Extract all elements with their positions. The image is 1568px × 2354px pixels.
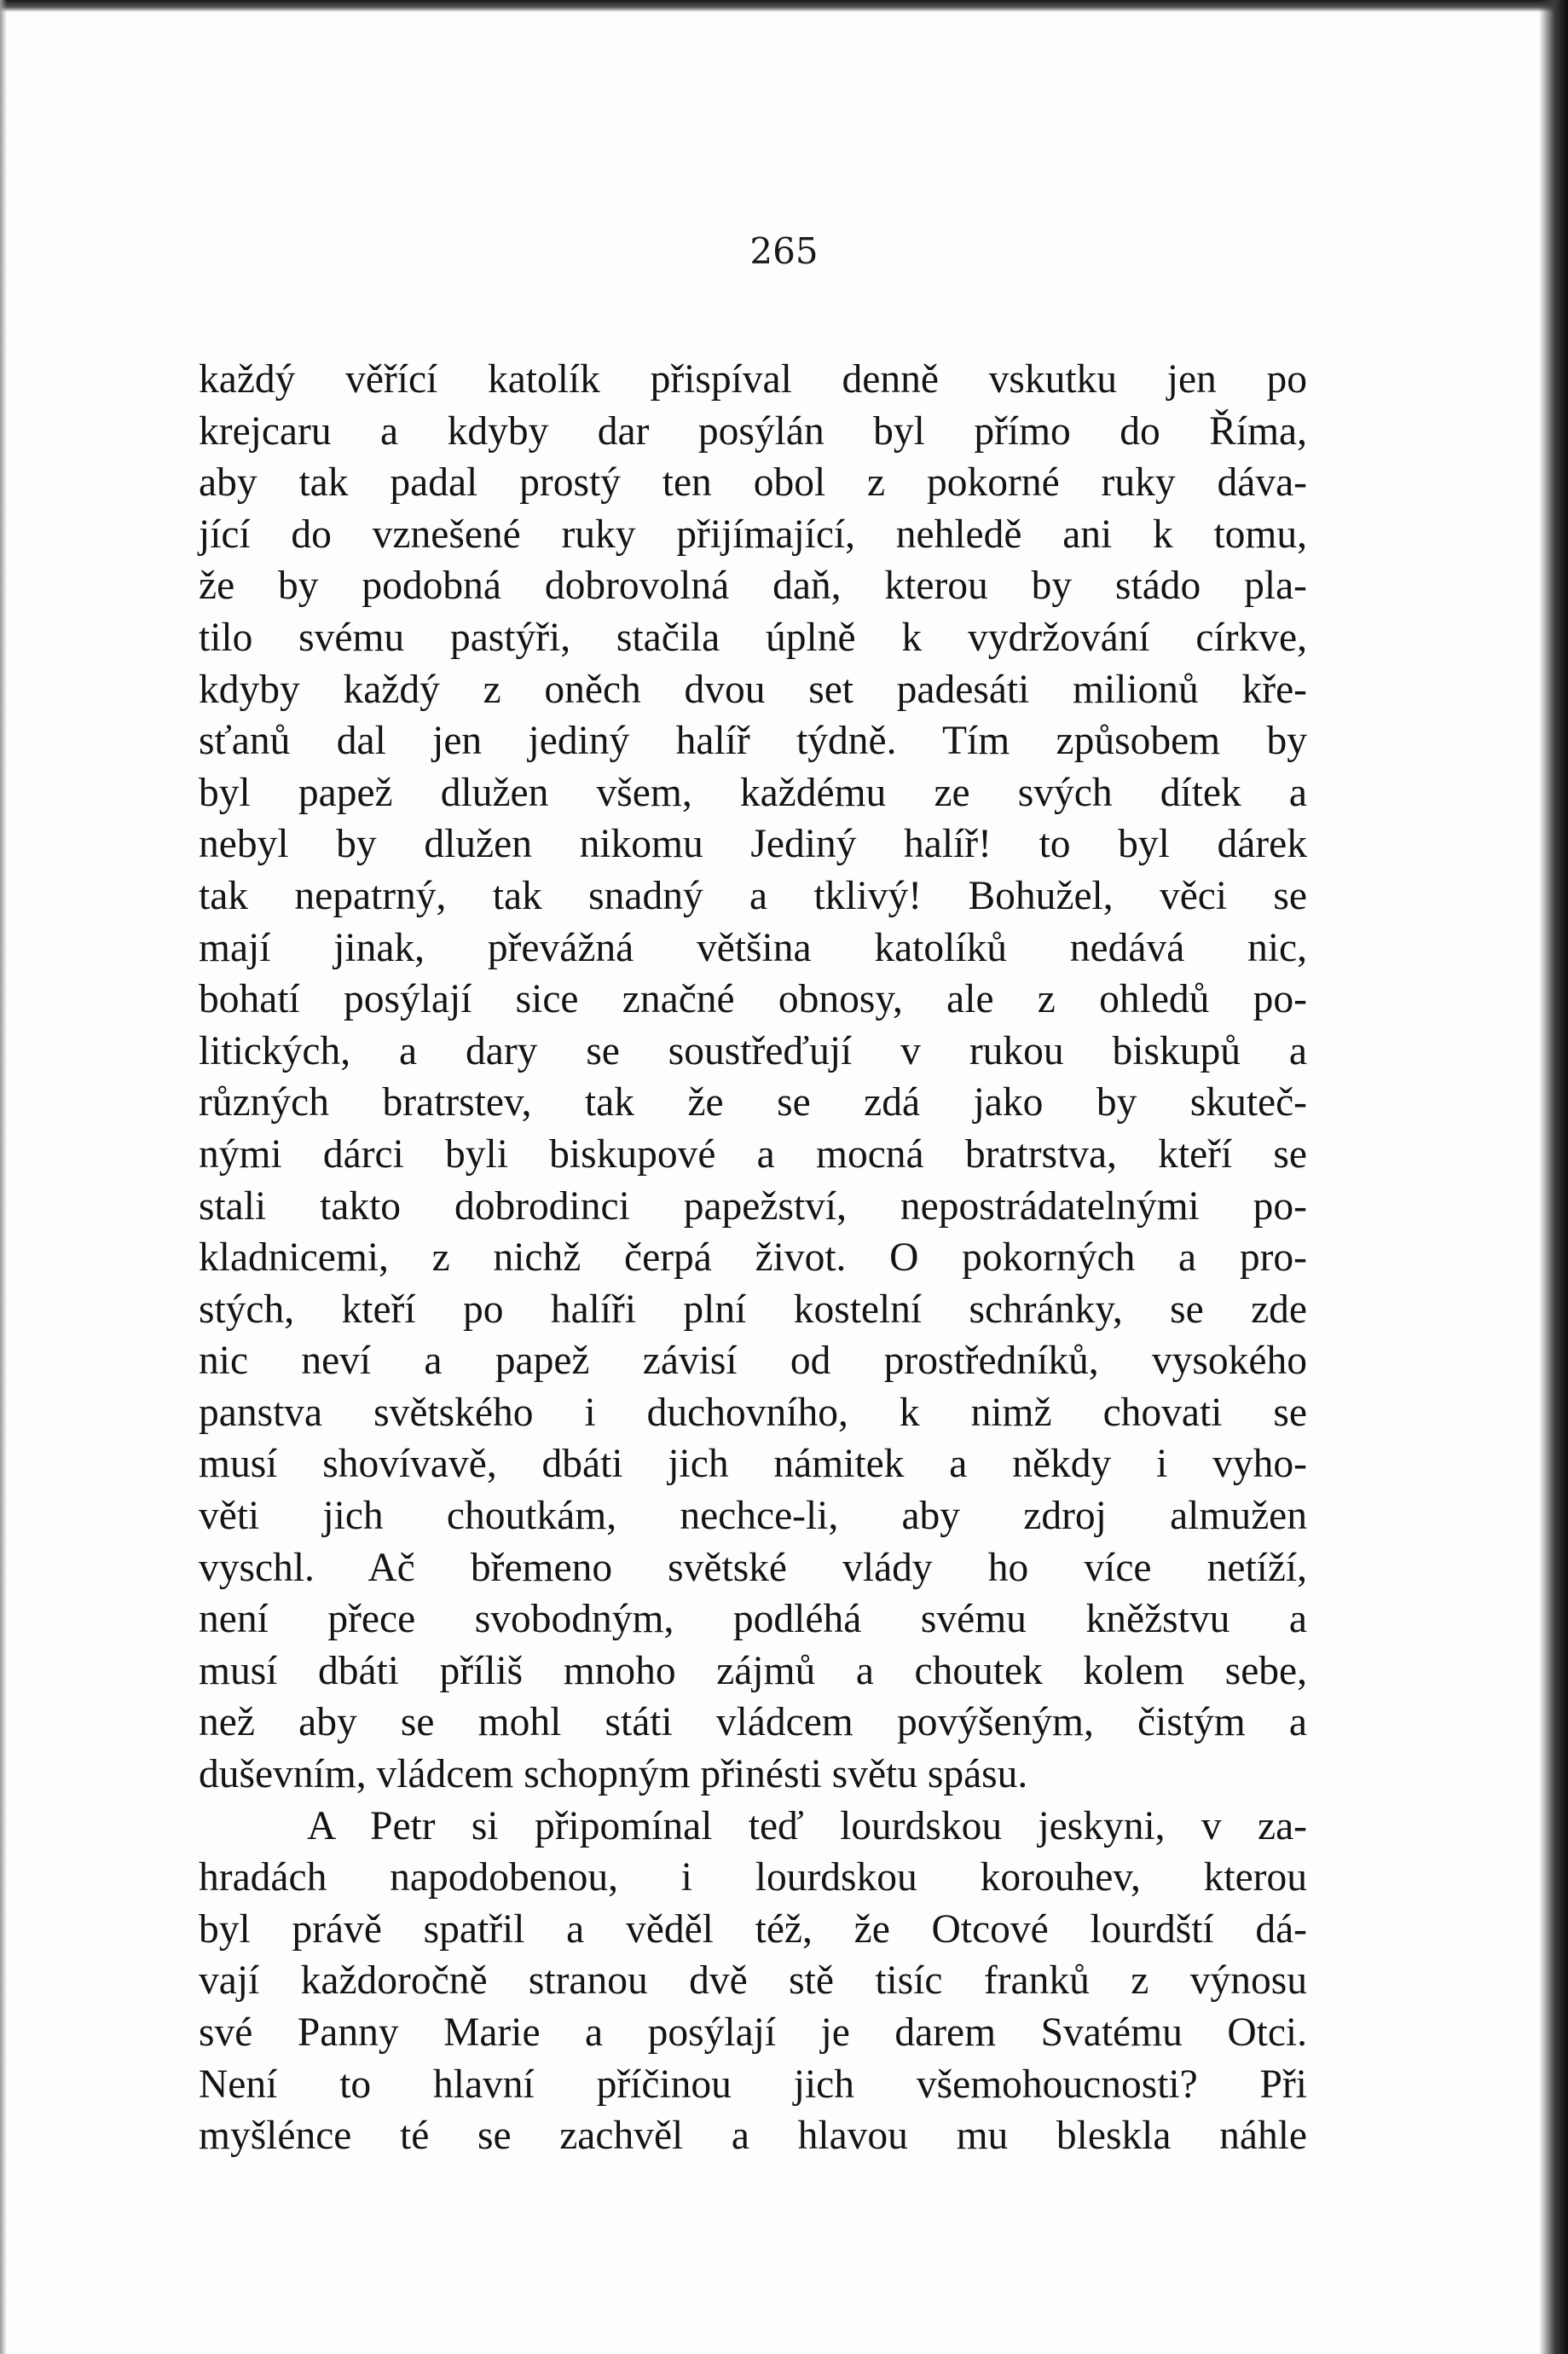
- text-line: že by podobná dobrovolná daň, kterou by stádo pla-: [199, 564, 1307, 609]
- text-line: Není to hlavní příčinou jich všemohoucnosti? Při: [199, 2062, 1307, 2107]
- text-line: vyschl. Ač břemeno světské vlády ho více netíží,: [199, 1545, 1307, 1590]
- text-line: byl právě spatřil a věděl též, že Otcové lourdští dá-: [199, 1906, 1307, 1952]
- text-line: sťanů dal jen jediný halíř týdně. Tím způsobem by: [199, 719, 1307, 764]
- text-line: nými dárci byli biskupové a mocná bratrstva, kteří se: [199, 1131, 1307, 1177]
- text-line: A Petr si připomínal teď lourdskou jeskyni, v za-: [307, 1803, 1307, 1848]
- text-line: své Panny Marie a posýlají je darem Svatému Otci.: [199, 2010, 1307, 2055]
- body-text: [199, 354, 1307, 2162]
- text-line: tak nepatrný, tak snadný a tklivý! Bohužel, věci se: [199, 873, 1307, 918]
- text-line: věti jich choutkám, nechce-li, aby zdroj almužen: [199, 1494, 1307, 1539]
- text-line: než aby se mohl státi vládcem povýšeným, čistým a: [199, 1700, 1307, 1745]
- text-line: duševním, vládcem schopným přinésti světu spásu.: [199, 1752, 1028, 1797]
- text-line: kladnicemi, z nichž čerpá život. O pokorných a pro-: [199, 1235, 1307, 1281]
- text-line: panstva světského i duchovního, k nimž chovati se: [199, 1390, 1307, 1435]
- text-line: vají každoročně stranou dvě stě tisíc franků z výnosu: [199, 1958, 1307, 2004]
- scan-edge-left: [0, 0, 7, 2354]
- text-line: tilo svému pastýři, stačila úplně k vydržování církve,: [199, 615, 1307, 660]
- text-line: kdyby každý z oněch dvou set padesáti milionů kře-: [199, 667, 1307, 712]
- text-line: jící do vznešené ruky přijímající, nehledě ani k tomu,: [199, 512, 1307, 557]
- scan-edge-right: [1539, 0, 1568, 2354]
- scan-edge-top: [0, 0, 1568, 12]
- text-line: různých bratrstev, tak že se zdá jako by skuteč-: [199, 1080, 1307, 1125]
- text-line: krejcaru a kdyby dar posýlán byl přímo do Říma,: [199, 408, 1307, 454]
- text-line: musí shovívavě, dbáti jich námitek a někdy i vyho-: [199, 1442, 1307, 1487]
- text-line: stých, kteří po halíři plní kostelní schránky, se zde: [199, 1287, 1307, 1332]
- text-line: nic neví a papež závisí od prostředníků, vysokého: [199, 1339, 1307, 1384]
- text-line: myšlénce té se zachvěl a hlavou mu bleskla náhle: [199, 2114, 1307, 2159]
- text-line: byl papež dlužen všem, každému ze svých dítek a: [199, 770, 1307, 815]
- page-number: 265: [749, 230, 819, 272]
- text-line: musí dbáti příliš mnoho zájmů a choutek kolem sebe,: [199, 1648, 1307, 1693]
- text-line: litických, a dary se soustřeďují v rukou biskupů a: [199, 1028, 1307, 1073]
- text-line: aby tak padal prostý ten obol z pokorné ruky dáva-: [199, 460, 1307, 506]
- text-line: každý věřící katolík přispíval denně vskutku jen po: [199, 357, 1307, 402]
- text-line: hradách napodobenou, i lourdskou korouhev, kterou: [199, 1855, 1307, 1900]
- text-line: nebyl by dlužen nikomu Jediný halíř! to byl dárek: [199, 822, 1307, 867]
- text-line: stali takto dobrodinci papežství, nepostrádatelnými po-: [199, 1183, 1307, 1229]
- text-line: bohatí posýlají sice značné obnosy, ale z ohledů po-: [199, 977, 1307, 1022]
- text-line: není přece svobodným, podléhá svému kněžstvu a: [199, 1597, 1307, 1642]
- text-line: mají jinak, převážná většina katolíků nedává nic,: [199, 925, 1307, 970]
